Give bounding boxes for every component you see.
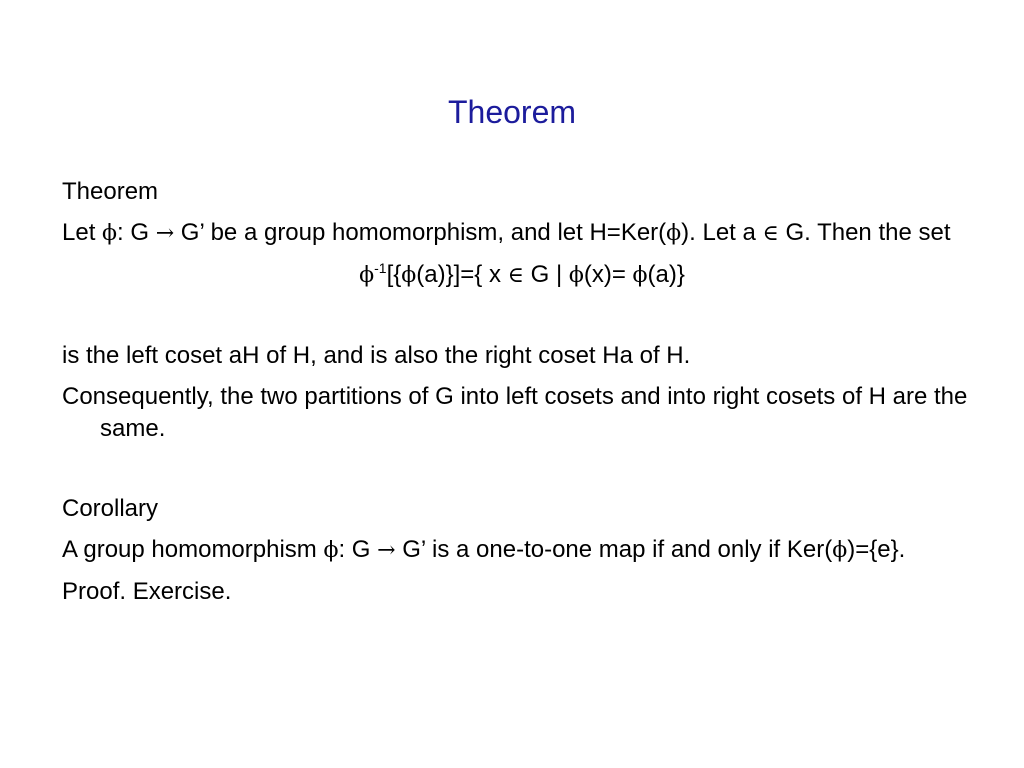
slide-title: Theorem	[447, 94, 577, 130]
theorem-heading: Theorem	[62, 178, 159, 205]
corollary-text-3: G’ is a one-to-one map if and only if Ker(	[395, 536, 833, 563]
formula-text-4: (x)=	[583, 261, 633, 288]
phi-symbol: ϕ	[666, 221, 682, 246]
slide-body	[62, 176, 982, 617]
spacer	[62, 454, 982, 493]
phi-symbol: ϕ	[323, 538, 339, 563]
corollary-text-1: A group homomorphism	[62, 536, 324, 563]
theorem-statement	[62, 217, 982, 250]
spacer	[62, 301, 982, 340]
phi-symbol: ϕ	[568, 263, 584, 288]
consequence-statement: Consequently, the two partitions of G into left cosets and into right cosets of H are the same.	[62, 383, 968, 442]
phi-symbol: ϕ	[359, 263, 375, 288]
formula-text-5: (a)}	[647, 261, 685, 288]
theorem-text-3: G’ be a group homomorphism, and let H=Ker(	[174, 219, 667, 246]
corollary-text-2: : G	[338, 536, 378, 563]
element-of-symbol: ∈	[507, 263, 524, 288]
element-of-symbol: ∈	[762, 221, 779, 246]
arrow-symbol: →	[377, 538, 396, 563]
preimage-formula	[62, 259, 982, 292]
coset-statement: is the left coset aH of H, and is also the right coset Ha of H.	[62, 342, 691, 369]
inverse-exponent: -1	[374, 260, 387, 276]
corollary-statement	[62, 534, 982, 567]
formula-text-1: [{	[386, 261, 402, 288]
arrow-symbol: →	[155, 221, 175, 246]
theorem-text-1: Let	[62, 219, 103, 246]
corollary-heading: Corollary	[62, 495, 159, 522]
phi-symbol: ϕ	[632, 263, 648, 288]
proof-line: Proof. Exercise.	[62, 578, 232, 605]
phi-symbol: ϕ	[401, 263, 417, 288]
phi-symbol: ϕ	[102, 221, 118, 246]
theorem-text-2: : G	[117, 219, 156, 246]
theorem-text-4: ). Let a	[681, 219, 763, 246]
phi-symbol: ϕ	[832, 538, 848, 563]
theorem-text-5: G. Then the set	[778, 219, 951, 246]
formula-text-2: (a)}]={ x	[416, 261, 508, 288]
formula-text-3: G |	[523, 261, 569, 288]
corollary-text-4: )={e}.	[847, 536, 906, 563]
